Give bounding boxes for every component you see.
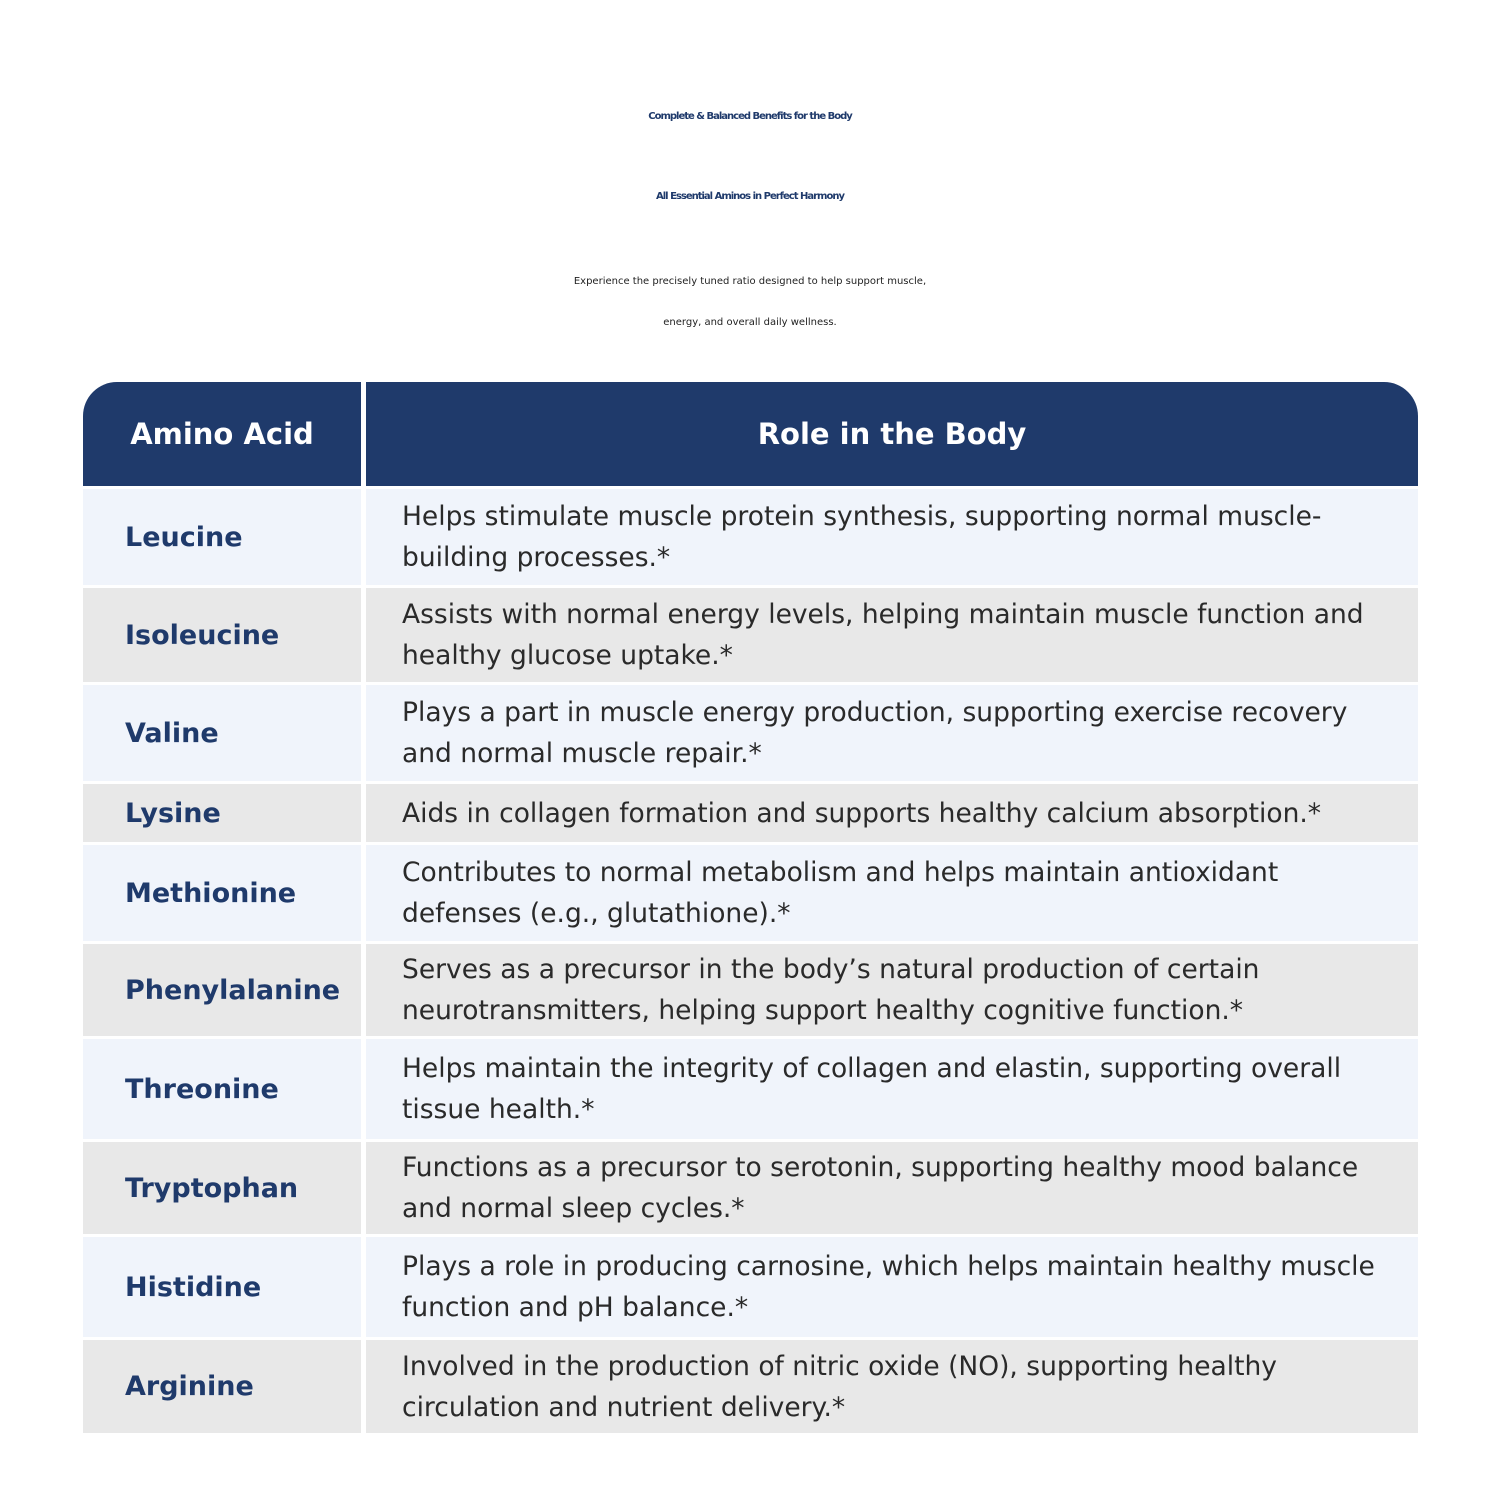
amino-acid-name: Valine [83,685,361,781]
amino-acid-role: Functions as a precursor to serotonin, supporting healthy mood balance and normal sleep cycles.* [366,1142,1418,1234]
column-header-role: Role in the Body [366,382,1418,486]
table-row [83,685,1418,781]
amino-acid-role: Involved in the production of nitric oxide (NO), supporting healthy circulation and nutrient delivery.* [366,1340,1418,1433]
page-subtitle-continued: energy, and overall daily wellness. [663,317,837,328]
amino-acid-name: Histidine [83,1237,361,1337]
table-header [83,382,1418,486]
amino-acid-role: Aids in collagen formation and supports healthy calcium absorption.* [366,784,1418,842]
page-title-secondary: All Essential Aminos in Perfect Harmony [656,191,844,202]
page-title: Complete & Balanced Benefits for the Body [648,111,852,122]
amino-acid-role: Contributes to normal metabolism and helps maintain antioxidant defenses (e.g., glutathione).* [366,845,1418,941]
amino-acid-name: Lysine [83,784,361,842]
amino-acid-role: Serves as a precursor in the body’s natural production of certain neurotransmitters, helping support healthy cognitive function.* [366,944,1418,1036]
table-row [83,784,1418,842]
table-row [83,845,1418,941]
amino-acid-name: Arginine [83,1340,361,1433]
amino-acid-role: Plays a part in muscle energy production, supporting exercise recovery and normal muscle repair.* [366,685,1418,781]
amino-acid-name: Threonine [83,1039,361,1139]
table-row [83,1237,1418,1337]
table-row [83,1039,1418,1139]
table-row [83,1142,1418,1234]
table-row [83,1340,1418,1433]
amino-acid-role: Helps maintain the integrity of collagen and elastin, supporting overall tissue health.* [366,1039,1418,1139]
table-row [83,588,1418,682]
column-header-amino-acid: Amino Acid [83,382,361,486]
amino-acid-role: Plays a role in producing carnosine, which helps maintain healthy muscle function and pH balance.* [366,1237,1418,1337]
amino-acid-role: Helps stimulate muscle protein synthesis, supporting normal muscle-building processes.* [366,489,1418,585]
amino-acid-name: Isoleucine [83,588,361,682]
amino-acid-name: Phenylalanine [83,944,361,1036]
page-subtitle: Experience the precisely tuned ratio designed to help support muscle, [573,276,927,287]
table-row [83,944,1418,1036]
amino-acid-name: Tryptophan [83,1142,361,1234]
amino-acid-name: Methionine [83,845,361,941]
table-row [83,489,1418,585]
amino-acid-name: Leucine [83,489,361,585]
amino-acid-role: Assists with normal energy levels, helping maintain muscle function and healthy glucose uptake.* [366,588,1418,682]
amino-acid-table [83,382,1418,1433]
